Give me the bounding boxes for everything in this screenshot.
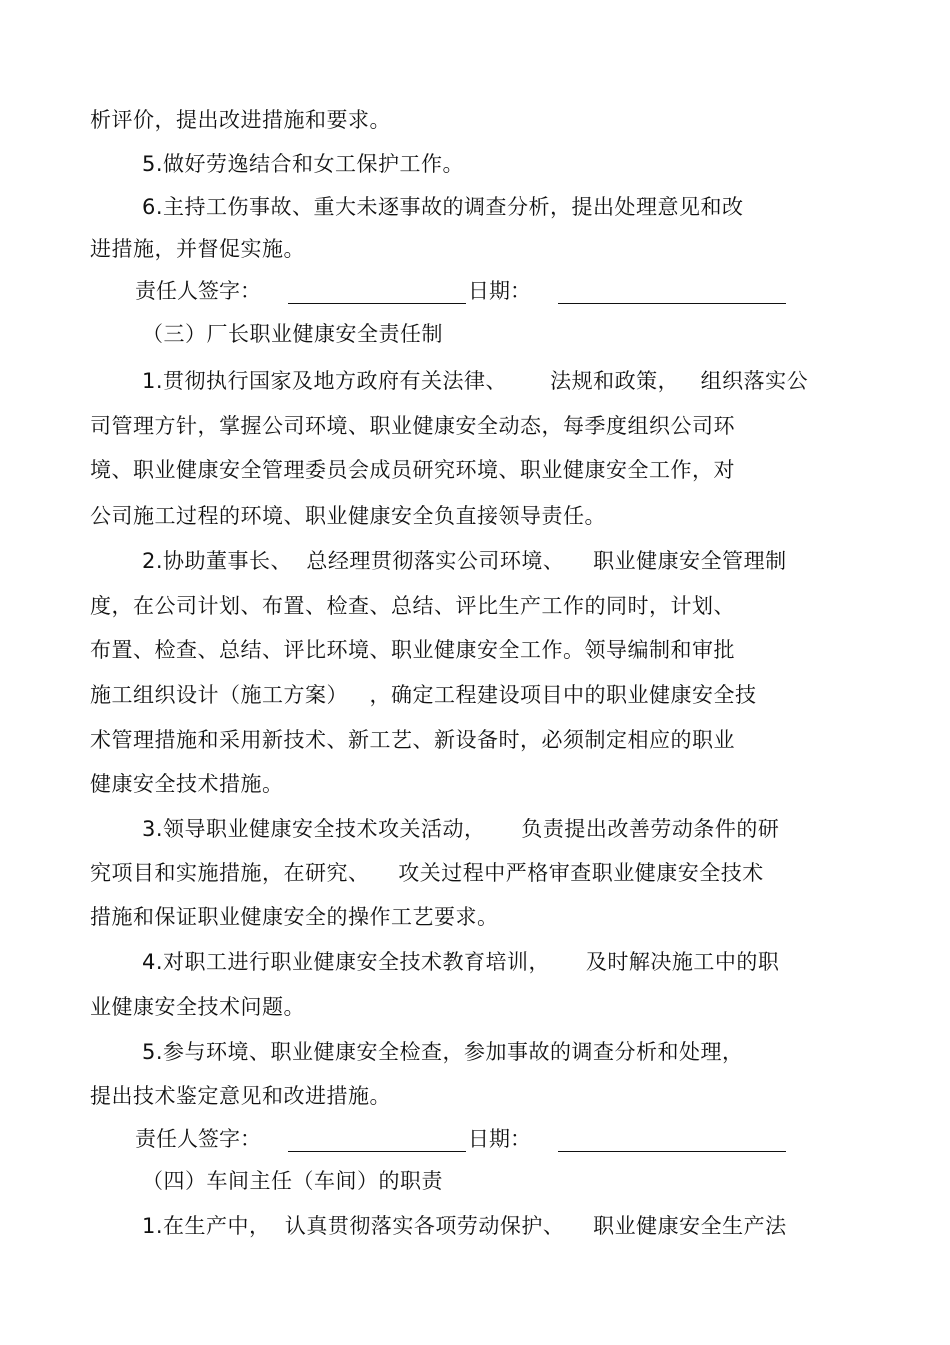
paragraph-line: 司管理方针，掌握公司环境、职业健康安全动态，每季度组织公司环: [90, 414, 735, 438]
paragraph-line: 进措施，并督促实施。: [90, 237, 305, 261]
section-heading: （三）厂长职业健康安全责任制: [142, 322, 443, 346]
signature-label: 责任人签字：: [135, 1127, 261, 1151]
paragraph-line: 6.主持工伤事故、重大未逐事故的调查分析，提出处理意见和改: [142, 195, 744, 219]
paragraph-line: 析评价，提出改进措施和要求。: [90, 108, 391, 132]
section-heading: （四）车间主任（车间）的职责: [142, 1169, 443, 1193]
paragraph-line: 术管理措施和采用新技术、新工艺、新设备时，必须制定相应的职业: [90, 728, 735, 752]
signature-row: [135, 1125, 815, 1155]
paragraph-line: 业健康安全技术问题。: [90, 995, 305, 1019]
paragraph-line: 公司施工过程的环境、职业健康安全负直接领导责任。: [90, 504, 606, 528]
paragraph-line: 施工组织设计（施工方案） ，确定工程建设项目中的职业健康安全技: [90, 683, 757, 707]
paragraph-line: 度，在公司计划、布置、检查、总结、评比生产工作的同时，计划、: [90, 594, 735, 618]
paragraph-line: 2.协助董事长、 总经理贯彻落实公司环境、 职业健康安全管理制: [142, 549, 787, 573]
signature-label: 责任人签字：: [135, 279, 261, 303]
paragraph-line: 提出技术鉴定意见和改进措施。: [90, 1084, 391, 1108]
paragraph-line: 1.贯彻执行国家及地方政府有关法律、 法规和政策， 组织落实公: [142, 369, 809, 393]
paragraph-line: 4.对职工进行职业健康安全技术教育培训， 及时解决施工中的职: [142, 950, 780, 974]
paragraph-line: 境、职业健康安全管理委员会成员研究环境、职业健康安全工作，对: [90, 458, 735, 482]
paragraph-line: 措施和保证职业健康安全的操作工艺要求。: [90, 905, 499, 929]
date-label: 日期：: [468, 279, 531, 303]
date-blank: [558, 1151, 786, 1152]
paragraph-line: 5.参与环境、职业健康安全检查，参加事故的调查分析和处理，: [142, 1040, 744, 1064]
date-label: 日期：: [468, 1127, 531, 1151]
signature-blank: [288, 1151, 466, 1152]
signature-blank: [288, 303, 466, 304]
paragraph-line: 布置、检查、总结、评比环境、职业健康安全工作。领导编制和审批: [90, 638, 735, 662]
paragraph-line: 健康安全技术措施。: [90, 772, 284, 796]
signature-row: [135, 277, 815, 307]
paragraph-line: 究项目和实施措施，在研究、 攻关过程中严格审查职业健康安全技术: [90, 861, 764, 885]
paragraph-line: 5.做好劳逸结合和女工保护工作。: [142, 152, 465, 176]
paragraph-line: 3.领导职业健康安全技术攻关活动， 负责提出改善劳动条件的研: [142, 817, 780, 841]
date-blank: [558, 303, 786, 304]
paragraph-line: 1.在生产中， 认真贯彻落实各项劳动保护、 职业健康安全生产法: [142, 1214, 787, 1238]
